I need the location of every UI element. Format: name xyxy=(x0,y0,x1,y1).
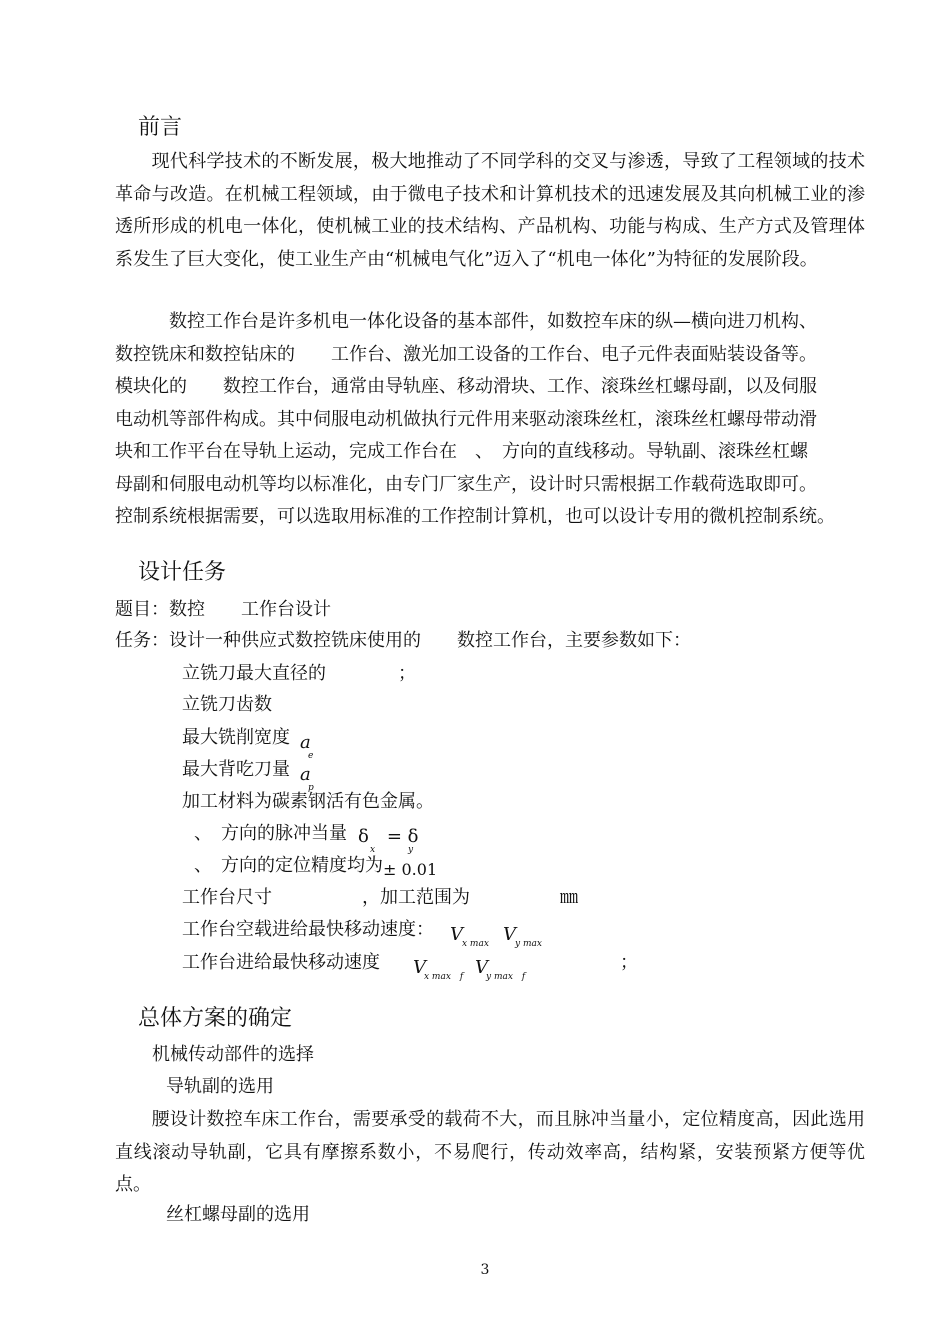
preface-p2-line-1: 数控工作台是许多机电一体化设备的基本部件，如数控车床的纵—横向进刀机构、 xyxy=(115,311,817,332)
math-precision: ± 0.01 xyxy=(383,860,438,879)
math-semicolon: ； xyxy=(620,952,638,973)
param-feed-speed: 工作台进给最快移动速度 xyxy=(182,952,380,973)
preface-p2-line-4: 电动机等部件构成。其中伺服电动机做执行元件用来驱动滚珠丝杠，滚珠丝杠螺母带动滑 xyxy=(115,409,817,430)
math-a-e-sub: e xyxy=(308,751,314,761)
preface-p2-line-5: 块和工作平台在导轨上运动，完成工作台在 、 方向的直线移动。导轨副、滚珠丝杠螺 xyxy=(115,441,808,462)
screw-nut-heading: 丝杠螺母副的选用 xyxy=(166,1204,310,1225)
math-delta-sub-x: x xyxy=(370,845,376,855)
preface-heading: 前言 xyxy=(138,115,183,140)
topic-line: 题目：数控 工作台设计 xyxy=(115,599,331,620)
math-v-ymax: V xyxy=(503,924,516,945)
task-line: 任务：设计一种供应式数控铣床使用的 数控工作台，主要参数如下： xyxy=(115,630,691,651)
preface-p2-line-3: 模块化的 数控工作台，通常由导轨座、移动滑块、工作、滚珠丝杠螺母副，以及伺服 xyxy=(115,376,817,397)
mechanical-heading: 机械传动部件的选择 xyxy=(152,1044,314,1065)
guide-rail-heading: 导轨副的选用 xyxy=(166,1076,274,1097)
param-idle-speed: 工作台空载进给最快移动速度： xyxy=(182,919,434,940)
math-v-xmax-sub: x max xyxy=(462,939,489,949)
page-number: 3 xyxy=(480,1262,490,1278)
preface-p2-line-6: 母副和伺服电动机等均以标准化，由专门厂家生产，设计时只需根据工作载荷选取即可。 xyxy=(115,474,817,495)
math-a-p-sub: p xyxy=(308,783,314,793)
param-cut-depth: 最大背吃刀量 xyxy=(182,759,290,780)
param-cutter-teeth: 立铣刀齿数 xyxy=(182,694,272,715)
preface-p2-line-7: 控制系统根据需要，可以选取用标准的工作控制计算机，也可以设计专用的微机控制系统。 xyxy=(115,506,835,527)
math-delta-equation: δ = δ xyxy=(358,826,419,847)
param-cut-width: 最大铣削宽度 xyxy=(182,727,290,748)
guide-rail-paragraph: 腰设计数控车床工作台，需要承受的载荷不大，而且脉冲当量小，定位精度高，因此选用直线滚动导轨副，它具有摩擦系数小，不易爬行，传动效率高，结构紧，安装预紧方便等优点。 xyxy=(115,1109,865,1195)
param-material: 加工材料为碳素钢活有色金属。 xyxy=(182,791,434,812)
math-v-xmax: V xyxy=(450,924,463,945)
math-delta-sub-y: y xyxy=(408,845,414,855)
task-heading: 设计任务 xyxy=(138,560,227,585)
param-position-accuracy: 、 方向的定位精度均为 xyxy=(194,855,383,876)
math-v-ymaxf: V xyxy=(475,957,488,978)
preface-paragraph-1: 现代科学技术的不断发展，极大地推动了不同学科的交叉与渗透，导致了工程领域的技术革命与改造。在机械工程领域，由于微电子技术和计算机技术的迅速发展及其向机械工业的渗透所形成的机电一体化，使机械工业的技术结构、产品机构、功能与构成、生产方式及管理体系发生了巨大变化，使工业生产由“机械电气化”迈入了“机电一体化”为特征的发展阶段。 xyxy=(115,151,865,270)
param-cutter-diameter: 立铣刀最大直径的 ； xyxy=(182,663,416,684)
math-a-p: a xyxy=(300,764,311,785)
math-a-e: a xyxy=(300,732,311,753)
param-pulse-equivalent: 、 方向的脉冲当量 xyxy=(194,823,347,844)
math-v-ymax-sub: y max xyxy=(515,939,542,949)
math-v-xmaxf-sub: x max f xyxy=(424,972,464,982)
param-table-size: 工作台尺寸 ，加工范围为 ㎜ xyxy=(182,887,578,908)
math-v-ymaxf-sub: y max f xyxy=(486,972,526,982)
overall-heading: 总体方案的确定 xyxy=(138,1006,293,1031)
math-v-xmaxf: V xyxy=(413,957,426,978)
preface-p2-line-2: 数控铣床和数控钻床的 工作台、激光加工设备的工作台、电子元件表面贴装设备等。 xyxy=(115,344,817,365)
